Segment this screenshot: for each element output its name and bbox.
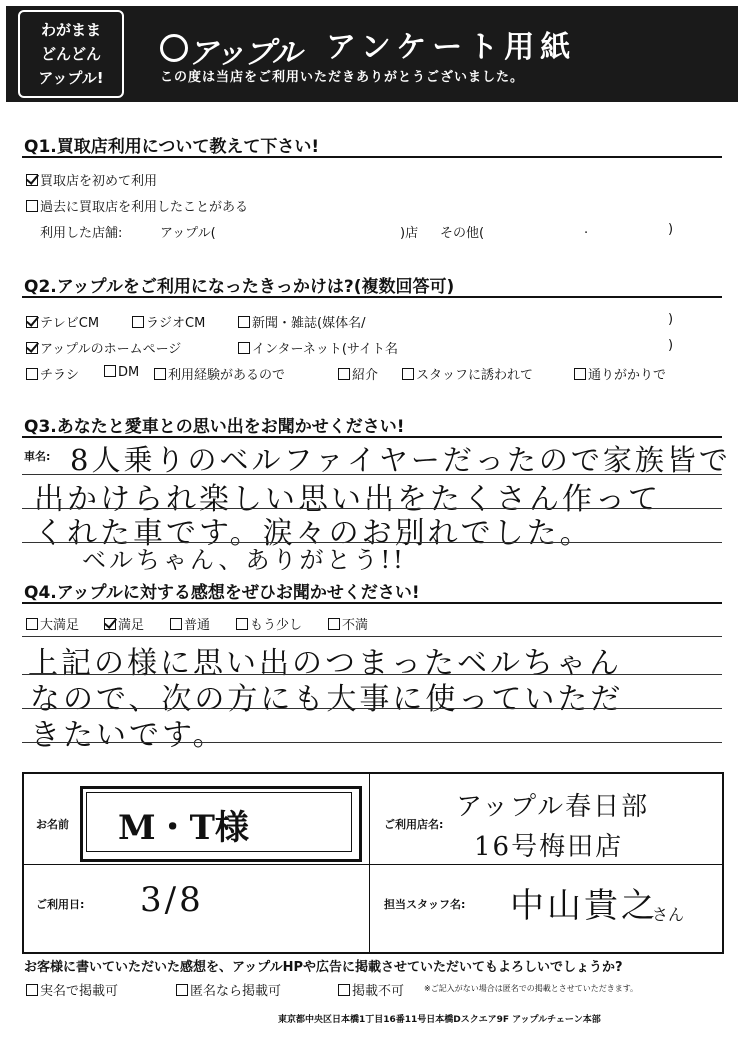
consent-question: お客様に書いていただいた感想を、アップルHPや広告に掲載させていただいてもよろしいでしょうか?	[24, 960, 623, 975]
store-other-dot: .	[584, 222, 589, 237]
store-label: ご利用店名:	[384, 818, 444, 831]
checkbox[interactable]	[26, 368, 38, 380]
impression-text-line: 上記の様に思い出のつまったベルちゃん	[28, 646, 622, 681]
brand-logo: アップル	[188, 36, 301, 71]
q4-option[interactable]: 普通	[170, 614, 210, 633]
divider	[22, 156, 722, 158]
checkbox[interactable]	[328, 618, 340, 630]
checkbox[interactable]	[574, 368, 586, 380]
visit-date: 3/8	[140, 880, 204, 920]
consent-option[interactable]: 掲載不可	[338, 980, 404, 999]
divider	[22, 602, 722, 604]
q4-option[interactable]: 不満	[328, 614, 368, 633]
checkbox[interactable]	[26, 618, 38, 630]
q2-heading: Q2.アップルをご利用になったきっかけは?(複数回答可)	[24, 277, 455, 297]
checkbox[interactable]	[154, 368, 166, 380]
q2-close-paren: )	[668, 312, 674, 327]
q2-close-paren: )	[668, 338, 674, 353]
name-label: お名前	[36, 818, 69, 831]
q2-option[interactable]: 紹介	[338, 364, 378, 383]
q2-option[interactable]: テレビCM	[26, 312, 99, 331]
q2-option[interactable]: 利用経験があるので	[154, 364, 285, 383]
memory-text-line: くれた車です。涙々のお別れでした。	[34, 516, 593, 551]
memory-text-line: 8人乗りのベルファイヤーだったので家族皆で	[70, 443, 731, 477]
motto-line: アップル!	[38, 69, 104, 87]
store-suffix: )店	[400, 226, 419, 241]
staff-name: 中山貴之	[510, 886, 658, 926]
q2-option[interactable]: 通りがかりで	[574, 364, 666, 383]
checkbox-checked[interactable]	[26, 342, 38, 354]
checkbox-checked[interactable]	[26, 316, 38, 328]
divider	[22, 296, 722, 298]
checkbox[interactable]	[236, 618, 248, 630]
checkbox[interactable]	[170, 618, 182, 630]
checkbox[interactable]	[338, 984, 350, 996]
q1-option[interactable]: 過去に買取店を利用したことがある	[26, 196, 248, 215]
q3-heading: Q3.あなたと愛車との思い出をお聞かせください!	[24, 417, 405, 437]
staff-suffix: さん	[652, 905, 685, 924]
apple-logo-icon	[160, 34, 188, 62]
motto-line: どんどん	[40, 45, 101, 63]
motto-line: わがまま	[40, 21, 101, 39]
consent-option[interactable]: 匿名なら掲載可	[176, 980, 281, 999]
checkbox[interactable]	[132, 316, 144, 328]
store-used-label: 利用した店舗:	[40, 226, 123, 241]
q2-option[interactable]: インターネット(サイト名	[238, 338, 398, 357]
q4-option[interactable]: もう少し	[236, 614, 302, 633]
checkbox[interactable]	[238, 342, 250, 354]
checkbox[interactable]	[238, 316, 250, 328]
checkbox-checked[interactable]	[26, 174, 38, 186]
q1-option[interactable]: 買取店を初めて利用	[26, 170, 157, 189]
checkbox[interactable]	[402, 368, 414, 380]
writing-line	[22, 636, 722, 637]
store-name-line: 16号梅田店	[474, 832, 624, 862]
customer-name: M・T様	[118, 808, 249, 848]
memory-text-line: ベルちゃん、ありがとう!!	[82, 546, 406, 574]
q2-option[interactable]: アップルのホームページ	[26, 338, 181, 357]
divider	[22, 864, 722, 865]
store-other-close: )	[668, 222, 674, 237]
q4-option[interactable]: 大満足	[26, 614, 79, 633]
form-title: アンケート用紙	[326, 30, 577, 65]
store-other-label: その他(	[440, 226, 485, 241]
car-name-label: 車名:	[24, 450, 51, 463]
date-label: ご利用日:	[36, 898, 85, 911]
motto-badge	[18, 10, 124, 98]
q4-option[interactable]: 満足	[104, 614, 144, 633]
q2-option[interactable]: DM	[104, 364, 139, 380]
q4-heading: Q4.アップルに対する感想をぜひお聞かせください!	[24, 583, 420, 603]
consent-note: ※ご記入がない場合は匿名での掲載とさせていただきます。	[424, 984, 639, 993]
impression-text-line: きたいです。	[30, 718, 226, 753]
thanks-message: この度は当店をご利用いただきありがとうございました。	[160, 70, 525, 85]
impression-text-line: なので、次の方にも大事に使っていただ	[30, 682, 624, 717]
consent-option[interactable]: 実名で掲載可	[26, 980, 118, 999]
writing-line	[22, 708, 722, 709]
checkbox[interactable]	[26, 200, 38, 212]
q2-option[interactable]: 新聞・雑誌(媒体名/	[238, 312, 365, 331]
q2-option[interactable]: スタッフに誘われて	[402, 364, 533, 383]
staff-label: 担当スタッフ名:	[384, 898, 466, 911]
checkbox[interactable]	[338, 368, 350, 380]
memory-text-line: 出かけられ楽しい思い出をたくさん作って	[34, 482, 661, 517]
checkbox-checked[interactable]	[104, 618, 116, 630]
writing-line	[22, 742, 722, 743]
checkbox[interactable]	[176, 984, 188, 996]
q2-option[interactable]: ラジオCM	[132, 312, 205, 331]
checkbox[interactable]	[104, 365, 116, 377]
checkbox[interactable]	[26, 984, 38, 996]
divider	[369, 772, 370, 952]
store-apple-prefix: アップル(	[160, 226, 216, 241]
store-name-line: アップル春日部	[456, 792, 650, 822]
q1-heading: Q1.買取店利用について教えて下さい!	[24, 137, 320, 157]
footer-address: 東京都中央区日本橋1丁目16番11号日本橋Dスクエア9F アップルチェーン本部	[278, 1015, 601, 1025]
q2-option[interactable]: チラシ	[26, 364, 79, 383]
